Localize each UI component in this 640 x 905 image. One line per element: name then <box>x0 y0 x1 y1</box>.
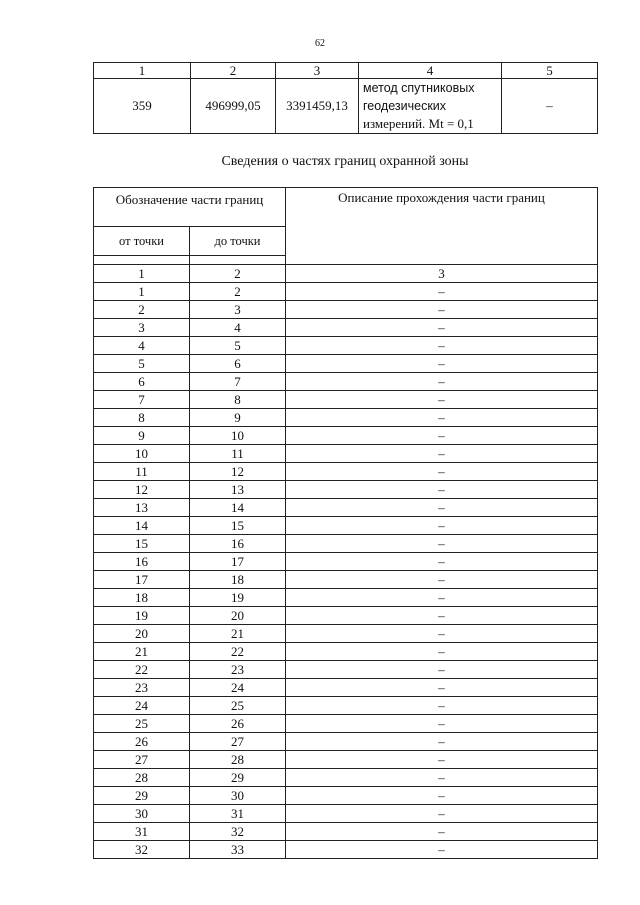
description: – <box>286 517 598 535</box>
from-point: 17 <box>94 571 190 589</box>
to-point: 25 <box>190 697 286 715</box>
description: – <box>286 679 598 697</box>
from-point: 5 <box>94 355 190 373</box>
point-number: 359 <box>94 79 191 134</box>
description: – <box>286 463 598 481</box>
from-point: 27 <box>94 751 190 769</box>
table-row <box>94 823 598 841</box>
method-line-1: метод спутниковых <box>363 81 475 95</box>
table-row <box>94 337 598 355</box>
table-row <box>94 697 598 715</box>
to-point: 28 <box>190 751 286 769</box>
to-point: 29 <box>190 769 286 787</box>
to-point: 2 <box>190 283 286 301</box>
table-row <box>94 769 598 787</box>
to-point: 8 <box>190 391 286 409</box>
from-point: 16 <box>94 553 190 571</box>
to-point: 27 <box>190 733 286 751</box>
to-point: 31 <box>190 805 286 823</box>
description: – <box>286 337 598 355</box>
coordinate-x: 496999,05 <box>191 79 276 134</box>
to-point: 17 <box>190 553 286 571</box>
table-row <box>94 463 598 481</box>
table-row <box>94 283 598 301</box>
table-row <box>94 301 598 319</box>
description: – <box>286 499 598 517</box>
from-point: 2 <box>94 301 190 319</box>
table-row <box>94 643 598 661</box>
header-group: Обозначение части границ <box>94 188 286 227</box>
description: – <box>286 481 598 499</box>
to-point: 19 <box>190 589 286 607</box>
description-cell: – <box>502 79 598 134</box>
coordinates-table <box>93 62 598 134</box>
to-point: 18 <box>190 571 286 589</box>
description: – <box>286 535 598 553</box>
table-row <box>94 535 598 553</box>
table-row <box>94 319 598 337</box>
table-row <box>94 427 598 445</box>
from-point: 26 <box>94 733 190 751</box>
from-point: 31 <box>94 823 190 841</box>
from-point: 19 <box>94 607 190 625</box>
description: – <box>286 805 598 823</box>
description: – <box>286 427 598 445</box>
to-point: 23 <box>190 661 286 679</box>
table-row <box>94 679 598 697</box>
description: – <box>286 751 598 769</box>
to-point: 15 <box>190 517 286 535</box>
to-point: 6 <box>190 355 286 373</box>
description: – <box>286 283 598 301</box>
table-row <box>94 481 598 499</box>
to-point: 33 <box>190 841 286 859</box>
table-row <box>94 571 598 589</box>
to-point: 24 <box>190 679 286 697</box>
table-row <box>94 409 598 427</box>
description: – <box>286 715 598 733</box>
from-point: 18 <box>94 589 190 607</box>
table-row <box>94 517 598 535</box>
from-point: 15 <box>94 535 190 553</box>
spacer-cell <box>94 256 190 265</box>
spacer-cell <box>190 256 286 265</box>
from-point: 10 <box>94 445 190 463</box>
to-point: 10 <box>190 427 286 445</box>
method-line-3: измерений. Mt = 0,1 <box>363 116 474 131</box>
description: – <box>286 301 598 319</box>
description: – <box>286 625 598 643</box>
from-point: 29 <box>94 787 190 805</box>
table-row <box>94 445 598 463</box>
table-row <box>94 841 598 859</box>
table-row <box>94 661 598 679</box>
from-point: 28 <box>94 769 190 787</box>
header-to-point: до точки <box>190 227 286 256</box>
to-point: 4 <box>190 319 286 337</box>
from-point: 4 <box>94 337 190 355</box>
table-row <box>94 715 598 733</box>
description: – <box>286 823 598 841</box>
from-point: 14 <box>94 517 190 535</box>
from-point: 8 <box>94 409 190 427</box>
to-point: 7 <box>190 373 286 391</box>
column-number: 3 <box>286 265 598 283</box>
description: – <box>286 355 598 373</box>
page-number: 62 <box>315 38 325 49</box>
from-point: 1 <box>94 283 190 301</box>
from-point: 7 <box>94 391 190 409</box>
header-cell: 3 <box>276 63 359 79</box>
description: – <box>286 607 598 625</box>
from-point: 24 <box>94 697 190 715</box>
column-number-row <box>94 265 598 283</box>
to-point: 30 <box>190 787 286 805</box>
from-point: 3 <box>94 319 190 337</box>
to-point: 21 <box>190 625 286 643</box>
description: – <box>286 373 598 391</box>
table-row <box>94 391 598 409</box>
table-row <box>94 805 598 823</box>
description: – <box>286 589 598 607</box>
from-point: 11 <box>94 463 190 481</box>
coordinates-row <box>94 79 598 134</box>
to-point: 5 <box>190 337 286 355</box>
table-row <box>94 733 598 751</box>
description: – <box>286 661 598 679</box>
coordinates-header-row <box>94 63 598 79</box>
from-point: 12 <box>94 481 190 499</box>
description: – <box>286 787 598 805</box>
header-description: Описание прохождения части границ <box>286 188 598 265</box>
description: – <box>286 643 598 661</box>
from-point: 23 <box>94 679 190 697</box>
table-row <box>94 751 598 769</box>
header-from-point: от точки <box>94 227 190 256</box>
header-cell: 4 <box>359 63 502 79</box>
description: – <box>286 841 598 859</box>
description: – <box>286 571 598 589</box>
description: – <box>286 391 598 409</box>
to-point: 32 <box>190 823 286 841</box>
from-point: 30 <box>94 805 190 823</box>
from-point: 6 <box>94 373 190 391</box>
table-row <box>94 373 598 391</box>
from-point: 9 <box>94 427 190 445</box>
from-point: 32 <box>94 841 190 859</box>
table-row <box>94 553 598 571</box>
from-point: 25 <box>94 715 190 733</box>
parts-body <box>94 265 598 859</box>
table-row <box>94 787 598 805</box>
description: – <box>286 697 598 715</box>
description: – <box>286 769 598 787</box>
table-row <box>94 607 598 625</box>
to-point: 3 <box>190 301 286 319</box>
from-point: 20 <box>94 625 190 643</box>
to-point: 13 <box>190 481 286 499</box>
coordinate-y: 3391459,13 <box>276 79 359 134</box>
table-row <box>94 625 598 643</box>
column-number: 1 <box>94 265 190 283</box>
from-point: 21 <box>94 643 190 661</box>
to-point: 14 <box>190 499 286 517</box>
to-point: 11 <box>190 445 286 463</box>
to-point: 12 <box>190 463 286 481</box>
column-number: 2 <box>190 265 286 283</box>
header-cell: 5 <box>502 63 598 79</box>
to-point: 26 <box>190 715 286 733</box>
header-cell: 2 <box>191 63 276 79</box>
description: – <box>286 409 598 427</box>
header-cell: 1 <box>94 63 191 79</box>
parts-header-row <box>94 188 598 227</box>
description: – <box>286 445 598 463</box>
description: – <box>286 733 598 751</box>
description: – <box>286 553 598 571</box>
to-point: 9 <box>190 409 286 427</box>
description: – <box>286 319 598 337</box>
to-point: 22 <box>190 643 286 661</box>
section-title: Сведения о частях границ охранной зоны <box>221 154 469 169</box>
from-point: 13 <box>94 499 190 517</box>
method-line-2: геодезических <box>363 99 447 113</box>
boundary-parts-table <box>93 187 598 859</box>
from-point: 22 <box>94 661 190 679</box>
to-point: 16 <box>190 535 286 553</box>
to-point: 20 <box>190 607 286 625</box>
table-row <box>94 355 598 373</box>
table-row <box>94 499 598 517</box>
table-row <box>94 589 598 607</box>
method-cell <box>359 79 502 134</box>
